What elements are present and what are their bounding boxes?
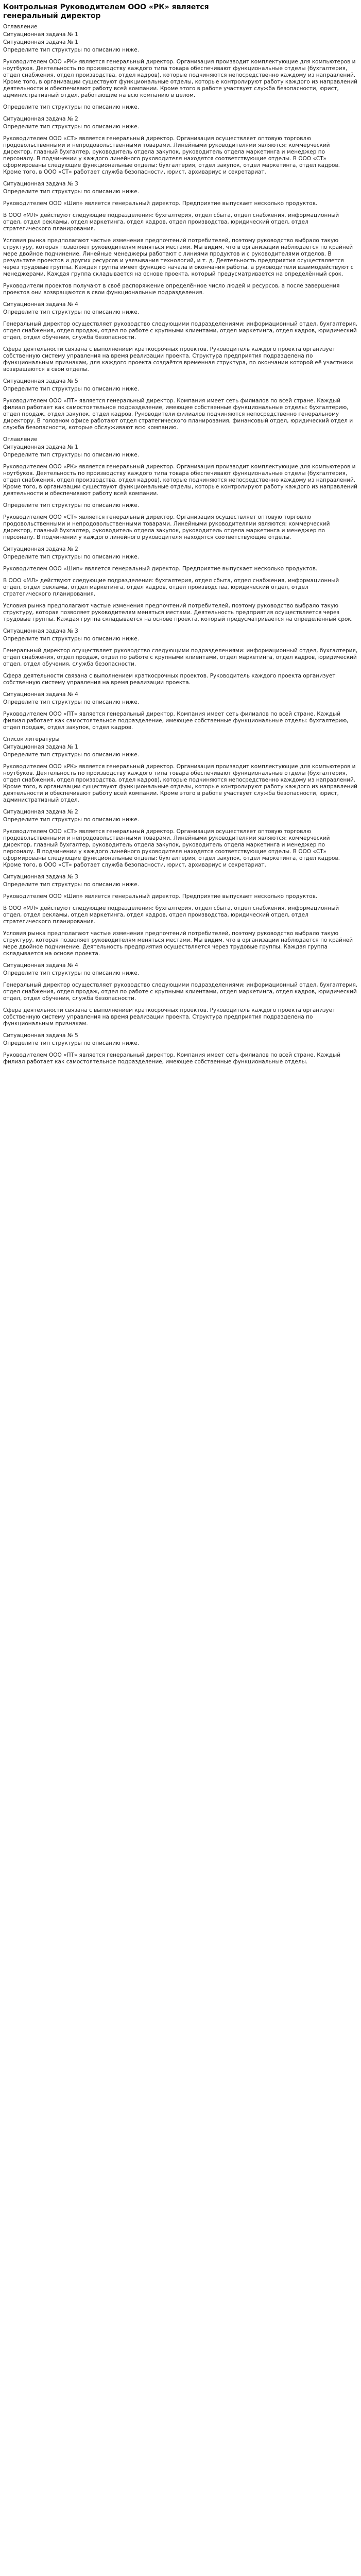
case-paragraph: Определите тип структуры по описанию ниже. — [3, 386, 140, 392]
list-item: Определите тип структуры по описанию ниже. — [3, 752, 140, 758]
answer-paragraph: Руководителем ООО «Шип» является генеральный директор. Предприятие выпускает несколько продуктов. — [3, 566, 318, 572]
list-item: Руководителем ООО «РК» является генеральный директор. Организация производит комплектующие для компьютеров и ноутбуков. Деятельность по производству каждого типа товара обеспечивают функциональные отделы (бухгалтерия, отдел снабжения, отдел производства, отдел кадров), которые подчиняются непосредственно каждому из направлений. Кроме того, в организации существуют функциональные отделы, которые контролируют работу каждого из направлений деятельности и обеспечивают работу всей компании. Кроме этого в работе участвует служба безопасности, юрист, административный отдел. — [3, 764, 357, 803]
answer-paragraph: В ООО «МЛ» действуют следующие подразделения: бухгалтерия, отдел сбыта, отдел снабжения, информационный отдел, отдел рекламы, отдел маркетинга, отдел кадров, отдел производства, юридический отдел, отдел стратегического планирования. — [3, 578, 339, 597]
case-paragraph: Определите тип структуры по описанию ниже. — [3, 124, 140, 130]
case-paragraph: Руководители проектов получают в своё распоряжение определённое число людей и ресурсов, а после завершения проектов они возвращаются в свои функциональные подразделения. — [3, 283, 340, 296]
case-block — [3, 39, 358, 111]
answer-paragraph: Руководителем ООО «РК» является генеральный директор. Организация производит комплектующие для компьютеров и ноутбуков. Деятельность по производству каждого типа товара обеспечивают функциональные отделы (бухгалтерия, отдел снабжения, отдел производства, отдел кадров), которые подчиняются непосредственно каждому из направлений. Кроме того, в организации существуют функциональные отделы, которые контролируют работу каждого из направлений деятельности и обеспечивают работу всей компании. — [3, 464, 357, 497]
list-item: Руководителем ООО «Шип» является генеральный директор. Предприятие выпускает несколько продуктов. — [3, 893, 318, 900]
list-item: Руководителем ООО «ПТ» является генеральный директор. Компания имеет сеть филиалов по всей стране. Каждый филиал работает как самостоятельное подразделение, имеющее собственные функциональные отделы. — [3, 1052, 341, 1065]
case-paragraph: Условия рынка предполагают частые изменения предпочтений потребителей, поэтому руководство выбрало такую структуру, которая позволяет руководителям меняться местами. Мы видим, что в организации наблюдается по крайней мере двойное подчинение. Линейные менеджеры работают с линиями продуктов и с руководителями отделов. В результате проектов и других ресурсов и увязывания технологий, и т. д. Деятельность предприятия осуществляется через трудовые группы. Каждая группа имеет функцию начала и окончания работы, а руководители взаимодействуют с менеджерами. Каждая группа складывается на основе проекта, который предусматривается на определённый срок. — [3, 238, 354, 277]
list-item-heading: Ситуационная задача № 2 — [3, 809, 78, 815]
list-item-heading: Ситуационная задача № 3 — [3, 874, 78, 880]
case-block — [3, 116, 358, 176]
case-heading: Ситуационная задача № 2 — [3, 116, 78, 122]
answer-paragraph: Определите тип структуры по описанию ниже. — [3, 502, 140, 509]
case-paragraph: Руководителем ООО «РК» является генеральный директор. Организация производит комплектующие для компьютеров и ноутбуков. Деятельность по производству каждого типа товара обеспечивают функциональные отделы (бухгалтерия, отдел снабжения, отдел производства, отдел кадров), которые подчиняются непосредственно каждому из направлений. Кроме того, в организации существуют функциональные отделы, которые контролируют работу каждого из направлений деятельности и обеспечивают работу всей компании. Кроме этого в работе участвует служба безопасности, юрист, административный отдел, работающие на всю компанию в целом. — [3, 59, 357, 98]
list-heading: Список литературы — [3, 736, 60, 742]
list-item: В ООО «МЛ» действуют следующие подразделения: бухгалтерия, отдел сбыта, отдел снабжения, информационный отдел, отдел рекламы, отдел маркетинга, отдел кадров, отдел производства, юридический отдел, отдел стратегического планирования. — [3, 905, 339, 925]
list-item: Определите тип структуры по описанию ниже. — [3, 817, 140, 823]
answer-paragraph: Определите тип структуры по описанию ниже. — [3, 636, 140, 642]
case-heading: Ситуационная задача № 5 — [3, 378, 78, 384]
case-paragraph: Руководителем ООО «Шип» является генеральный директор. Предприятие выпускает несколько продуктов. — [3, 200, 318, 207]
case-paragraph: Определите тип структуры по описанию ниже. — [3, 47, 140, 53]
case-paragraph: Определите тип структуры по описанию ниже. — [3, 189, 140, 195]
toc-line: Ситуационная задача № 1 — [3, 31, 78, 38]
answer-paragraph: Руководителем ООО «ПТ» является генеральный директор. Компания имеет сеть филиалов по всей стране. Каждый филиал работает как самостоятельное подразделение, имеющее собственные функциональные отделы: бухгалтерию, отдел продаж, отдел закупок, отдел кадров. — [3, 711, 349, 731]
answer-paragraph: Генеральный директор осуществляет руководство следующими подразделениями: информационный отдел, бухгалтерия, отдел снабжения, отдел продаж, отдел по работе с крупными клиентами, отдел маркетинга, отдел кадров, юридический отдел, отдел обучения, служба безопасности. — [3, 648, 358, 667]
answers-heading: Оглавление — [3, 436, 38, 443]
answer-paragraph: Определите тип структуры по описанию ниже. — [3, 452, 140, 458]
case-list — [3, 39, 358, 431]
case-block — [3, 301, 358, 373]
answers-list — [3, 452, 358, 731]
case-block — [3, 378, 358, 431]
list-item: Генеральный директор осуществляет руководство следующими подразделениями: информационный отдел, бухгалтерия, отдел снабжения, отдел продаж, отдел по работе с крупными клиентами, отдел маркетинга, отдел кадров, юридический отдел, отдел обучения, служба безопасности. — [3, 982, 358, 1002]
answer-heading: Ситуационная задача № 3 — [3, 628, 78, 634]
answer-paragraph: Руководителем ООО «СТ» является генеральный директор. Организация осуществляет оптовую торговлю продовольственными и непродовольственными товарами. Линейными руководителями являются: коммерческий директор, главный бухгалтер, руководитель отдела закупок, руководитель отдела маркетинга и менеджер по персоналу. В подчинении у каждого линейного руководителя находятся соответствующие отделы. — [3, 514, 330, 540]
case-heading: Ситуационная задача № 1 — [3, 39, 78, 45]
case-paragraph: Руководителем ООО «ПТ» является генеральный директор. Компания имеет сеть филиалов по всей стране. Каждый филиал работает как самостоятельное подразделение, имеющее собственные функциональные отделы: бухгалтерию, отдел продаж, отдел закупок, отдел кадров. Руководители филиалов подчиняются непосредственно генеральному директору. В головном офисе работают отдел стратегического планирования, финансовый отдел, юридический отдел и служба безопасности, которые обслуживают всю компанию. — [3, 398, 353, 431]
answer-paragraph: Условия рынка предполагают частые изменения предпочтений потребителей, поэтому руководство выбрало такую структуру, которая позволяет руководителям меняться местами. Деятельность предприятия осуществляется через трудовые группы. Каждая группа складывается на основе проекта, который предусматривается на определённый срок. — [3, 603, 353, 622]
list-subheading: Ситуационная задача № 1 — [3, 744, 78, 750]
list-item: Условия рынка предполагают частые изменения предпочтений потребителей, поэтому руководство выбрало такую структуру, которая позволяет руководителям меняться местами. Мы видим, что в организации наблюдается по крайней мере двойное подчинение. Деятельность предприятия осуществляется через трудовые группы. Каждая группа складывается на основе проекта. — [3, 930, 353, 957]
list-item: Руководителем ООО «СТ» является генеральный директор. Организация осуществляет оптовую торговлю продовольственными и непродовольственными товарами. Линейными руководителями являются: коммерческий директор, главный бухгалтер, руководитель отдела закупок, руководитель отдела маркетинга и менеджер по персоналу. В подчинении у каждого линейного руководителя находятся соответствующие отделы. В ООО «СТ» сформированы следующие функциональные отделы: бухгалтерия, отдел закупок, отдел маркетинга, отдел кадров. Кроме того, в ООО «СТ» работает служба безопасности, юрист, архивариус и секретариат. — [3, 828, 340, 868]
toc-line: Оглавление — [3, 24, 38, 30]
list-item: Определите тип структуры по описанию ниже. — [3, 882, 140, 888]
list-item: Определите тип структуры по описанию ниже. — [3, 970, 140, 976]
answer-heading: Ситуационная задача № 2 — [3, 546, 78, 552]
list-item: Сфера деятельности связана с выполнением краткосрочных проектов. Руководитель каждого проекта организует собственную систему управления на время реализации проекта. Структура предприятия подразделена по функциональным признакам. — [3, 1007, 336, 1027]
case-heading: Ситуационная задача № 4 — [3, 301, 78, 308]
list-item-heading: Ситуационная задача № 5 — [3, 1032, 78, 1039]
answers-subheading: Ситуационная задача № 1 — [3, 444, 78, 450]
list-item-heading: Ситуационная задача № 4 — [3, 962, 78, 969]
answer-paragraph: Сфера деятельности связана с выполнением краткосрочных проектов. Руководитель каждого проекта организует собственную систему управления на время реализации проекта. — [3, 673, 336, 686]
answer-paragraph: Определите тип структуры по описанию ниже. — [3, 699, 140, 705]
table-of-contents — [3, 24, 358, 38]
document-page — [0, 0, 361, 1076]
case-paragraph: Руководителем ООО «СТ» является генеральный директор. Организация осуществляет оптовую торговлю продовольственными и непродовольственными товарами. Линейными руководителями являются: коммерческий директор, главный бухгалтер, руководитель отдела закупок, руководитель отдела маркетинга и менеджер по персоналу. В подчинении у каждого линейного руководителя находятся соответствующие отделы. В ООО «СТ» сформированы следующие функциональные отделы: бухгалтерия, отдел закупок, отдел маркетинга, отдел кадров. Кроме того, в ООО «СТ» работает служба безопасности, юрист, архивариус и секретариат. — [3, 135, 340, 175]
reference-list — [3, 752, 358, 1065]
case-paragraph: Определите тип структуры по описанию ниже. — [3, 104, 140, 110]
case-paragraph: Генеральный директор осуществляет руководство следующими подразделениями: информационный отдел, бухгалтерия, отдел снабжения, отдел продаж, отдел по работе с крупными клиентами, отдел маркетинга, отдел кадров, юридический отдел, отдел обучения, служба безопасности. — [3, 321, 358, 341]
answer-paragraph: Определите тип структуры по описанию ниже. — [3, 554, 140, 560]
case-paragraph: Сфера деятельности связана с выполнением краткосрочных проектов. Руководитель каждого проекта организует собственную систему управления на время реализации проекта. Структура предприятия подразделена по функциональным признакам, для каждого проекта создаётся временная структура, по окончании которой её участники возвращаются в свои отделы. — [3, 346, 353, 372]
case-paragraph: Определите тип структуры по описанию ниже. — [3, 309, 140, 315]
list-item: Определите тип структуры по описанию ниже. — [3, 1040, 140, 1046]
case-heading: Ситуационная задача № 3 — [3, 181, 78, 187]
case-block — [3, 181, 358, 296]
answer-heading: Ситуационная задача № 4 — [3, 691, 78, 698]
page-title: Контрольная Руководителем ООО «РК» является генеральный директор — [3, 3, 209, 20]
case-paragraph: В ООО «МЛ» действуют следующие подразделения: бухгалтерия, отдел сбыта, отдел снабжения, информационный отдел, отдел рекламы, отдел маркетинга, отдел кадров, отдел производства, юридический отдел, отдел стратегического планирования. — [3, 212, 339, 232]
